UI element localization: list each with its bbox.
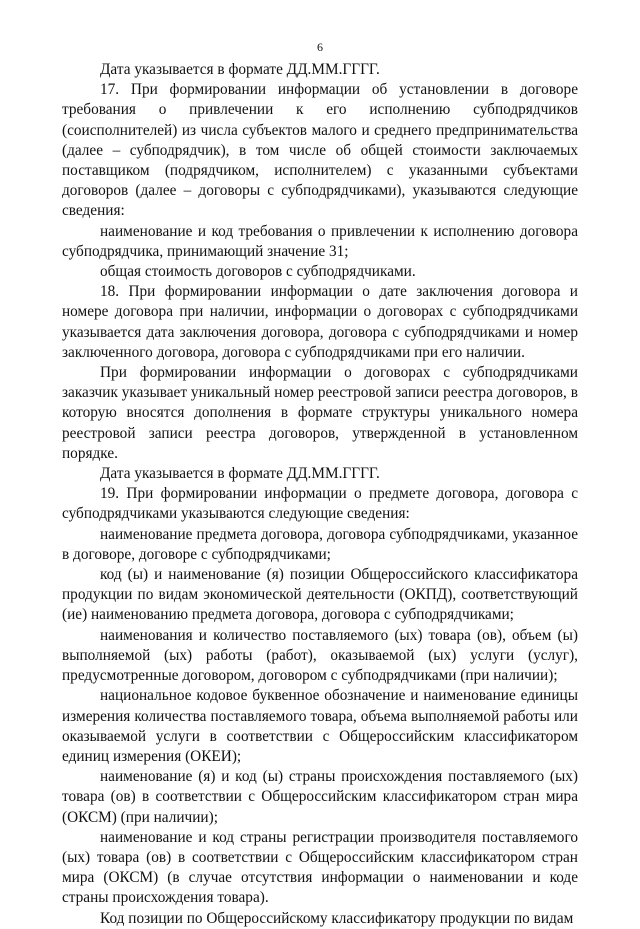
paragraph: 18. При формировании информации о дате заключения договора и номере договора при наличии, информации о договорах с субподрядчиками указывается дата заключения договора, договора с субподрядчиками и номер заключенного договора, договора с субподрядчиками при его наличии. — [62, 283, 578, 361]
paragraph: общая стоимость договоров с субподрядчиками. — [100, 263, 416, 281]
paragraph: наименование и код страны регистрации производителя поставляемого (ых) товара (ов) в соответствии с Общероссийским классификатором стран мира (ОКСМ) (в случае отсутствия информации о наименовании и коде страны происхождения товара). — [62, 828, 578, 907]
paragraph: наименование предмета договора, договора субподрядчиками, указанное в договоре, договоре с субподрядчиками; — [62, 525, 578, 563]
document-body — [62, 60, 578, 929]
paragraph: национальное кодовое буквенное обозначение и наименование единицы измерения количества поставляемого товара, объема выполняемой работы или оказываемой услуги в соответствии с Общероссийским классификатором единиц измерения (ОКЕИ); — [62, 687, 578, 765]
paragraph: наименование и код требования о привлечении к исполнению договора субподрядчика, принимающий значение 31; — [62, 222, 578, 260]
paragraph: Дата указывается в формате ДД.ММ.ГГГГ. — [100, 61, 380, 78]
paragraph: наименование (я) и код (ы) страны происхождения поставляемого (ых) товара (ов) в соответствии с Общероссийским классификатором стран мира (ОКСМ) (при наличии); — [62, 768, 578, 826]
paragraph: код (ы) и наименование (я) позиции Общероссийского классификатора продукции по видам экономической деятельности (ОКПД), соответствующий (ие) наименованию предмета договора, договора с субподрядчиками; — [62, 566, 578, 624]
paragraph: Дата указывается в формате ДД.ММ.ГГГГ. — [100, 465, 380, 483]
paragraph: 17. При формировании информации об установлении в договоре требования о привлечении к его исполнению субподрядчиков (соисполнителей) из числа субъектов малого и среднего предпринимательства (далее – субподрядчик), в том числе об общей стоимости заключаемых поставщиком (подрядчиком, исполнителем) с указанными субъектами договоров (далее – договоры с субподрядчиками), указываются следующие сведения: — [62, 81, 578, 220]
paragraph: Код позиции по Общероссийскому классификатору продукции по видам — [100, 909, 574, 927]
paragraph: 19. При формировании информации о предмете договора, договора с субподрядчиками указываются следующие сведения: — [62, 485, 578, 523]
paragraph: При формировании информации о договорах с субподрядчиками заказчик указывает уникальный номер реестровой записи реестра договоров, в которую вносятся дополнения в формате структуры уникального номера реестровой записи реестра договоров, утвержденной в установленном порядке. — [62, 364, 578, 462]
page-number: 6 — [317, 40, 323, 54]
paragraph: наименования и количество поставляемого (ых) товара (ов), объем (ы) выполняемой (ых) работы (работ), оказываемой (ых) услуги (услуг), предусмотренные договором, договором с субподрядчиками (при наличии); — [62, 626, 578, 685]
